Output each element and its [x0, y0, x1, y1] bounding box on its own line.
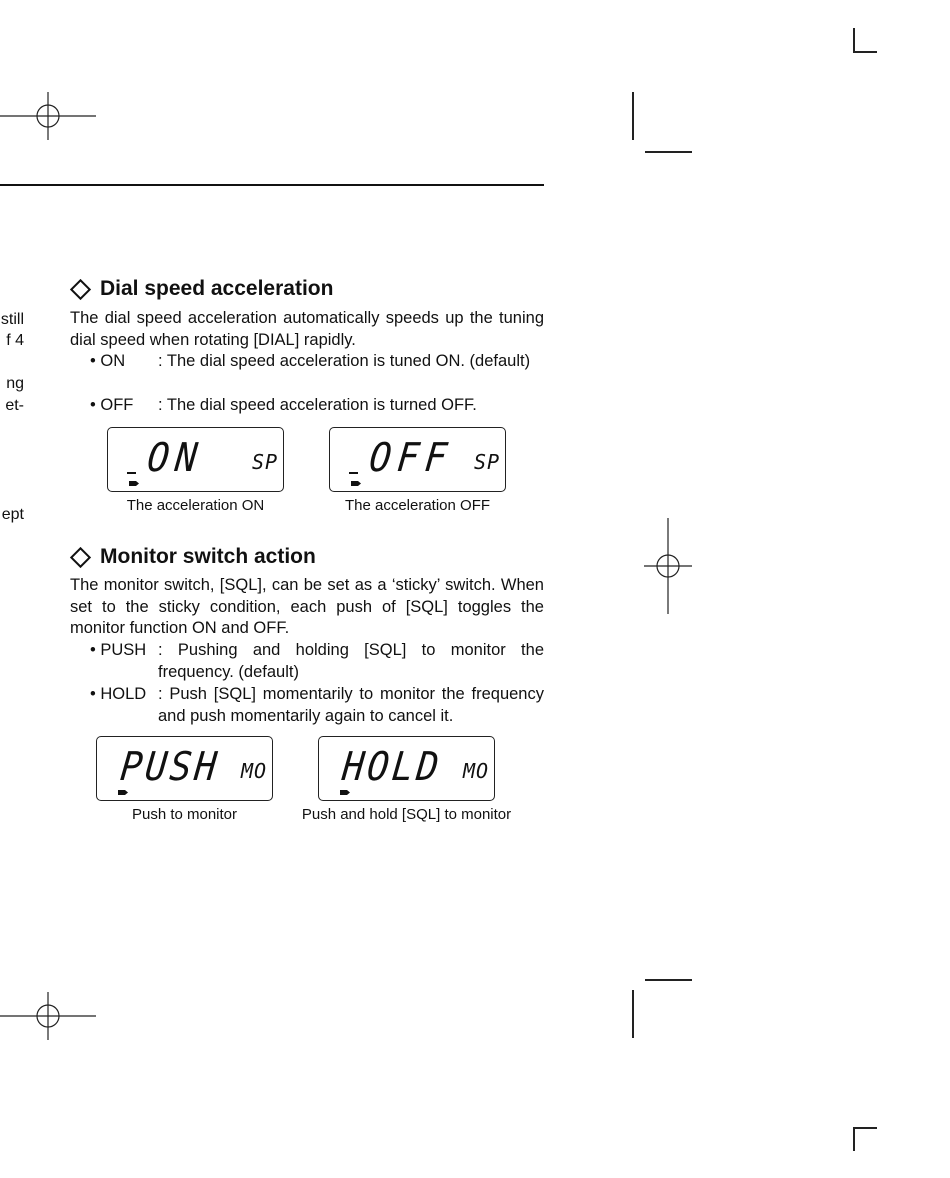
heading-text: Monitor switch action	[100, 545, 316, 568]
section-heading-dial-speed	[70, 277, 333, 301]
lcd-segment-dash	[349, 472, 358, 474]
lcd-main-readout: PUSH	[118, 745, 222, 791]
edge-fragment: et-	[5, 397, 24, 414]
edge-fragment: f 4	[6, 332, 24, 349]
crop-mark-top-right-h	[853, 51, 877, 53]
battery-icon	[118, 790, 128, 795]
bullet-hold	[90, 684, 544, 727]
registration-mark-bottom-left	[0, 992, 96, 1040]
lcd-display-hold	[318, 736, 495, 801]
edge-fragment: still	[0, 311, 24, 328]
bullet-label: • OFF	[90, 396, 134, 414]
bullet-description: : The dial speed acceleration is tuned ON. (default)	[158, 352, 531, 370]
lcd-sub-readout: MO	[241, 759, 268, 783]
battery-icon	[351, 481, 361, 486]
crop-mark-bottom-right-v	[853, 1127, 855, 1151]
registration-mark-right	[644, 518, 692, 614]
monitor-switch-intro: The monitor switch, [SQL], can be set as a ‘sticky’ switch. When set to the sticky condition, each push of [SQL] toggles the monitor function ON and OFF.	[70, 576, 544, 637]
lcd-main-readout: OFF	[367, 436, 456, 482]
bullet-push	[90, 640, 544, 683]
bullet-off	[90, 395, 544, 417]
crop-mark-bottom-right-h	[853, 1127, 877, 1129]
fold-mark-bottom-v	[632, 990, 634, 1038]
lcd-segment-dash	[127, 472, 136, 474]
lcd-main-readout: HOLD	[340, 745, 444, 791]
fold-mark-top-v	[632, 92, 634, 140]
header-rule	[0, 184, 544, 186]
registration-mark-top-left	[0, 92, 96, 140]
caption-accel-off: The acceleration OFF	[344, 497, 491, 514]
edge-fragment: ept	[1, 506, 24, 523]
lcd-main-readout: ON	[145, 436, 206, 482]
bullet-label: • HOLD	[90, 685, 147, 703]
bullet-on	[90, 351, 544, 373]
battery-icon	[129, 481, 139, 486]
section-heading-monitor-switch	[70, 545, 316, 569]
lcd-display-accel-on	[107, 427, 284, 492]
caption-hold: Push and hold [SQL] to monitor	[301, 806, 512, 823]
lcd-display-push	[96, 736, 273, 801]
heading-text: Dial speed acceleration	[100, 277, 334, 300]
fold-mark-bottom-h	[645, 979, 692, 981]
lcd-sub-readout: MO	[463, 759, 490, 783]
bullet-label: • PUSH	[90, 641, 147, 659]
bullet-description: : The dial speed acceleration is turned OFF.	[158, 396, 477, 414]
dial-speed-intro: The dial speed acceleration automatically speeds up the tuning dial speed when rotating [DIAL] rapidly.	[70, 309, 544, 349]
bullet-label: • ON	[90, 352, 126, 370]
bullet-description: : Push [SQL] momentarily to monitor the frequency and push momentarily again to cancel it.	[158, 685, 544, 725]
bullet-description: : Pushing and holding [SQL] to monitor the frequency. (default)	[158, 641, 544, 681]
lcd-display-accel-off	[329, 427, 506, 492]
caption-push: Push to monitor	[131, 806, 238, 823]
edge-fragment: ng	[6, 375, 24, 392]
battery-icon	[340, 790, 350, 795]
fold-mark-top-h	[645, 151, 692, 153]
diamond-bullet-icon	[70, 278, 91, 299]
crop-mark-top-right-v	[853, 28, 855, 52]
diamond-bullet-icon	[70, 546, 91, 567]
lcd-sub-readout: SP	[252, 450, 279, 474]
caption-accel-on: The acceleration ON	[126, 497, 265, 514]
lcd-sub-readout: SP	[474, 450, 501, 474]
